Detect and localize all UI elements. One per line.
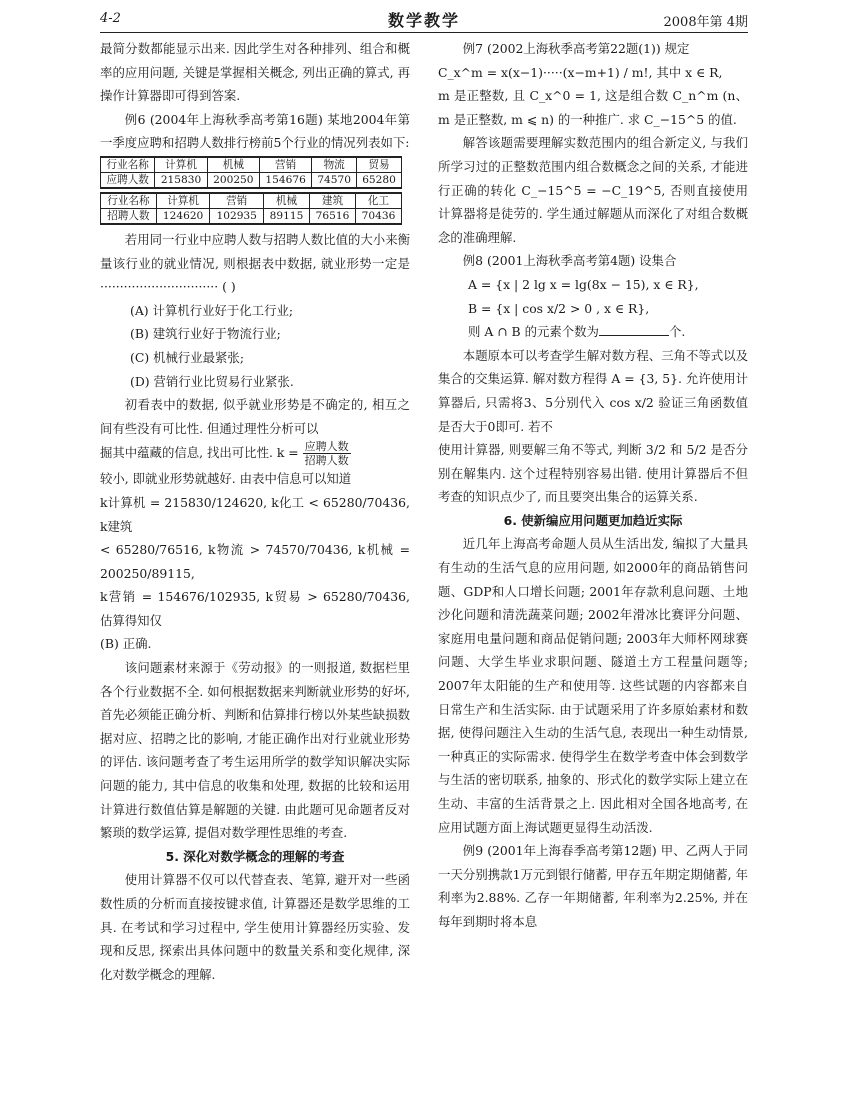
table-cell: 154676 (259, 172, 311, 188)
table-cell: 计算机 (155, 157, 207, 173)
example-8-statement: 例8 (2001上海秋季高考第4题) 设集合 (462, 253, 677, 269)
paragraph: 本题原本可以考查学生解对数方程、三角不等式以及集合的交集运算. 解对数方程得 A = {3, 5}. 允许使用计算器后, 只需将3、5分别代入 cos x/2 验证三角函数值是否大于0即可. 若不 (438, 347, 748, 434)
text-run: 掘其中蕴藏的信息, 找出可比性. k = (100, 445, 299, 461)
paragraph: 若用同一行业中应聘人数与招聘人数比值的大小来衡量该行业的就业情况, 则根据表中数据, 就业形势一定是 ······························ ( ) (100, 231, 410, 295)
paragraph: 使用计算器不仅可以代替查表、笔算, 避开对一些函数性质的分析而直接按键求值, 计算器还是数学思维的工具. 在考试和学习过程中, 学生使用计算器经历实验、发现和反思, 探索出具体问题中的数量关系和变化规律, 深化对数学概念的理解. (100, 872, 410, 982)
formula-line: B = {x | cos x/2 > 0 , x ∈ R}, (468, 300, 650, 316)
paragraph: 该问题素材来源于《劳动报》的一则报道, 数据栏里各个行业数据不全. 如何根据数据来判断就业形势的好坏, 首先必须能正确分析、判断和估算排行榜以外某些缺损数据对应、招聘之比的影响, 才能正确作出对行业就业形势的评估. 该问题考查了考生运用所学的数学知识解决实际问题的能力, 其中信息的收集和处理, 数据的比较和运用计算进行数值估算是解题的关键. 由此题可见命题者反对繁琐的数学运算, 提倡对数学理性思维的考查. (100, 660, 410, 841)
table-cell: 物流 (312, 157, 357, 173)
formula-line: C_x^m = x(x−1)·····(x−m+1) / m!, 其中 x ∈ R, (438, 64, 723, 80)
section-heading: 5. 深化对数学概念的理解的考查 (165, 848, 345, 864)
table-cell: 行业名称 (101, 157, 155, 173)
option-b: (B) 建筑行业好于物流行业; (130, 326, 281, 342)
option-d: (D) 营销行业比贸易行业紧张. (130, 373, 294, 389)
table-cell: 65280 (357, 172, 402, 188)
table-cell: 化工 (355, 193, 401, 209)
paragraph: 使用计算器, 则要解三角不等式, 判断 3/2 和 5/2 是否分别在解集内. 这个过程特别容易出错. 使用计算器后不但考查的知识点少了, 而且要突出集合的运算关系. (438, 442, 748, 505)
formula-line: < 65280/76516, k物流 > 74570/70436, k机械 = 200250/89115, (100, 542, 410, 581)
table-row (101, 172, 402, 188)
header-rule (100, 32, 748, 33)
example-6-statement: 例6 (2004年上海秋季高考第16题) 某地2004年第一季度应聘和招聘人数排行榜前5个行业的情况列表如下: (100, 111, 410, 151)
paragraph: 解答该题需要理解实数范围内的组合新定义, 与我们所学习过的正整数范围内组合数概念之间的关系, 才能进行正确的转化 C_−15^5 = −C_19^5, 否则直接使用计算器将是徒劳的. 学生通过解题从而深化了对组合数概念的准确理解. (438, 135, 748, 245)
right-column (438, 37, 748, 934)
option-a: (A) 计算机行业好于化工行业; (130, 302, 294, 318)
table-cell: 200250 (207, 172, 259, 188)
left-column (100, 37, 410, 986)
table-cell: 建筑 (309, 193, 355, 209)
table-cell: 贸易 (357, 157, 402, 173)
table-cell: 124620 (156, 208, 210, 224)
fraction-numerator: 应聘人数 (304, 440, 349, 454)
openings-table (100, 192, 402, 225)
paragraph (100, 440, 410, 467)
running-header (100, 8, 748, 32)
table-cell: 102935 (210, 208, 264, 224)
table-cell: 89115 (264, 208, 310, 224)
table-cell: 215830 (155, 172, 207, 188)
table-cell: 74570 (312, 172, 357, 188)
fraction-denominator: 招聘人数 (304, 454, 349, 468)
paragraph: 初看表中的数据, 似乎就业形势是不确定的, 相互之间有些没有可比性. 但通过理性分析可以 (100, 397, 410, 436)
table-cell: 应聘人数 (101, 172, 155, 188)
table-cell: 机械 (207, 157, 259, 173)
applicants-table (100, 156, 402, 189)
example-7-statement: 例7 (2002上海秋季高考第22题(1)) 规定 (462, 41, 690, 56)
paragraph (438, 320, 748, 344)
answer-blank (599, 323, 669, 336)
formula-line: A = {x | 2 lg x = lg(8x − 15), x ∈ R}, (468, 276, 699, 292)
fraction (303, 440, 351, 467)
formula-line: k营销 = 154676/102935, k贸易 > 65280/70436, 估算得知仅 (100, 589, 410, 628)
journal-title: 数学教学 (387, 11, 460, 30)
page-number: 4-2 (100, 11, 121, 26)
formula-line: k计算机 = 215830/124620, k化工 < 65280/70436, k建筑 (100, 494, 410, 534)
table-cell: 70436 (355, 208, 401, 224)
table-cell: 行业名称 (101, 193, 157, 209)
table-cell: 招聘人数 (101, 208, 157, 224)
paragraph: m 是正整数, 且 C_x^0 = 1, 这是组合数 C_n^m (n、m 是正整数, m ⩽ n) 的一种推广. 求 C_−15^5 的值. (438, 88, 748, 127)
paragraph: 较小, 即就业形势就越好. 由表中信息可以知道 (100, 471, 352, 487)
table-cell: 76516 (309, 208, 355, 224)
table-cell: 机械 (264, 193, 310, 209)
issue-label: 2008年第 4期 (663, 15, 748, 30)
paragraph: (B) 正确. (100, 636, 152, 652)
text-run: 个. (668, 324, 686, 340)
table-cell: 营销 (210, 193, 264, 209)
table-row (101, 208, 402, 224)
example-9-statement: 例9 (2001年上海春季高考第12题) 甲、乙两人于同一天分别携款1万元到银行储蓄, 甲存五年期定期储蓄, 年利率为2.88%. 乙存一年期储蓄, 年利率为2.25%, 并在每年到期时将本息 (438, 843, 748, 929)
table-cell: 计算机 (156, 193, 210, 209)
paragraph: 最简分数都能显示出来. 因此学生对各种排列、组合和概率的应用问题, 关键是掌握相关概念, 列出正确的算式, 再操作计算器即可得到答案. (100, 41, 410, 104)
table-row (101, 157, 402, 173)
option-c: (C) 机械行业最紧张; (130, 349, 244, 365)
paragraph: 近几年上海高考命题人员从生活出发, 编拟了大量具有生动的生活气息的应用问题, 如2000年的商品销售问题、GDP和人口增长问题; 2001年存款利息问题、土地沙化问题和清洗蔬菜问题; 2002年滑冰比赛评分问题、家庭用电量问题和商品促销问题; 2003年大师杯网球赛问题、大学生毕业求职问题、隧道土方工程量问题等; 2007年太阳能的生产和使用等. 这些试题的内容都来自日常生产和生活实际. 由于试题采用了许多原始素材和数据, 使得问题注入生动的生活气息, 表现出一种生动情景, 一种真正的实际需求. 使得学生在数学考查中体会到数学与生活的密切联系, 抽象的、形式化的数学实际上建立在生动、丰富的生活背景之上. 因此相对全国各地高考, 在应用试题方面上海试题更显得生动活泼. (438, 536, 748, 835)
text-run: 则 A ∩ B 的元素个数为 (468, 324, 599, 340)
section-heading: 6. 使新编应用问题更加趋近实际 (503, 512, 683, 528)
table-cell: 营销 (259, 157, 311, 173)
table-row (101, 193, 402, 209)
